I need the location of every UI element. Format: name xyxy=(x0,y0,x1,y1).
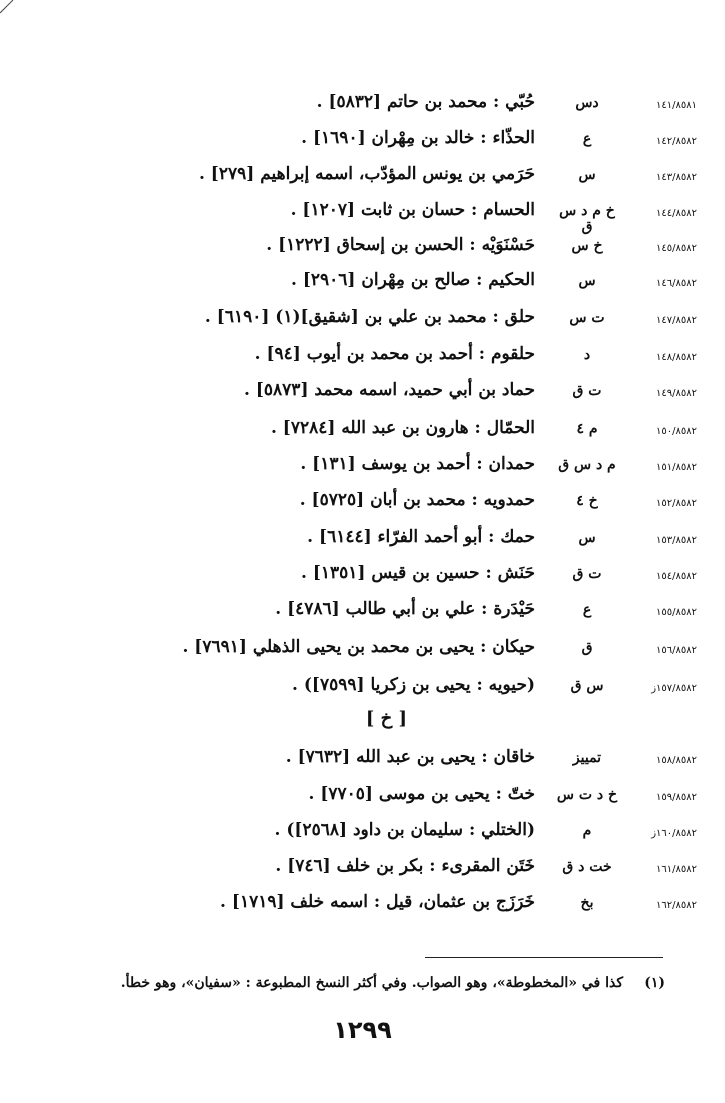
entry-number: ١٤٢/٨٥٨٢ xyxy=(656,136,697,147)
entry-source-code: د xyxy=(583,347,591,363)
entry-row xyxy=(0,563,725,593)
entry-row xyxy=(0,490,725,520)
entry-row xyxy=(0,675,725,705)
entry-row xyxy=(0,128,725,158)
footnote xyxy=(55,975,665,991)
page-number: ١٢٩٩ xyxy=(333,1016,392,1044)
entry-text: حَرَمي بن يونس المؤدّب، اسمه إبراهيم [٢٧٩] . xyxy=(198,164,535,184)
entry-text: خاقان : يحيى بن عبد الله [٧٦٣٢] . xyxy=(285,747,535,767)
entry-row xyxy=(0,599,725,629)
entry-text: الحذّاء : خالد بن مِهْران [١٦٩٠] . xyxy=(301,128,535,148)
entry-text: حَنَش : حسين بن قيس [١٣٥١] . xyxy=(301,563,535,583)
entry-source-code: بخ xyxy=(580,895,594,911)
entry-text: حُبّي : محمد بن حاتم [٥٨٣٢] . xyxy=(316,92,535,112)
entry-number: ١٦١/٨٥٨٢ xyxy=(656,864,697,875)
entry-source-code: س xyxy=(578,530,596,546)
entry-source-code: س xyxy=(578,273,596,289)
entry-text: ختّ : يحيى بن موسى [٧٧٠٥] . xyxy=(308,784,535,804)
entry-row xyxy=(0,164,725,194)
entry-source-code: خ م د س ق xyxy=(559,203,615,235)
entry-row xyxy=(0,344,725,374)
entry-source-code: تمييز xyxy=(572,750,602,766)
entry-row xyxy=(0,527,725,557)
footnote-mark: (١) xyxy=(644,975,665,991)
entry-row xyxy=(0,784,725,814)
entry-number: ١٦٠/٨٥٨٢ز xyxy=(651,828,697,839)
entry-row xyxy=(0,747,725,777)
entry-text: حلق : محمد بن علي بن [شقيق](١) [٦١٩٠] . xyxy=(204,307,535,327)
entry-text: خَتَن المقرىء : بكر بن خلف [٧٤٦] . xyxy=(275,856,535,876)
entry-source-code: م د س ق xyxy=(558,457,616,473)
entry-text: الحمّال : هارون بن عبد الله [٧٢٨٤] . xyxy=(270,418,535,438)
entry-source-code: م xyxy=(582,823,592,839)
entry-row xyxy=(0,270,725,300)
entry-source-code: س xyxy=(578,167,596,183)
footnote-text: كذا في «المخطوطة»، وهو الصواب. وفي أكثر النسخ المطبوعة : «سفيان»، وهو خطأ. xyxy=(120,975,623,991)
entry-number: ١٥٤/٨٥٨٢ xyxy=(656,571,697,582)
entry-source-code: م ٤ xyxy=(576,421,598,437)
entry-row xyxy=(0,637,725,667)
entry-number: ١٥٢/٨٥٨٢ xyxy=(656,498,697,509)
entry-text: (حيويه : يحيى بن زكريا [٧٥٩٩]) . xyxy=(292,675,535,695)
entry-row xyxy=(0,380,725,410)
entry-source-code: خ س xyxy=(571,238,603,254)
entry-number: ١٤٧/٨٥٨٢ xyxy=(656,315,697,326)
entry-source-code: خت د ق xyxy=(562,859,612,875)
entry-number: ١٤٨/٨٥٨٢ xyxy=(656,352,697,363)
page-corner-mark xyxy=(0,0,14,14)
entry-number: ١٤٥/٨٥٨٢ xyxy=(656,243,697,254)
entry-text: حمك : أبو أحمد الفرّاء [٦١٤٤] . xyxy=(307,527,535,547)
entry-number: ١٥٠/٨٥٨٢ xyxy=(656,426,697,437)
entry-text: حيكان : يحيى بن محمد بن يحيى الذهلي [٧٦٩١] . xyxy=(182,637,535,657)
entry-text: حَسْنَوَيْه : الحسن بن إسحاق [١٢٢٢] . xyxy=(266,235,535,255)
entry-text: الحكيم : صالح بن مِهْران [٢٩٠٦] . xyxy=(290,270,535,290)
entry-number: ١٥٩/٨٥٨٢ xyxy=(656,792,697,803)
entry-number: ١٥٧/٨٥٨٢ز xyxy=(651,683,697,694)
entry-source-code: ت ق xyxy=(572,383,602,399)
entry-row xyxy=(0,92,725,122)
entry-source-code: خ د ت س xyxy=(556,787,618,803)
entry-source-code: خ ٤ xyxy=(576,493,598,509)
entry-row xyxy=(0,454,725,484)
entry-number: ١٥٦/٨٥٨٢ xyxy=(656,645,697,656)
entry-text: حمدان : أحمد بن يوسف [١٣١] . xyxy=(300,454,535,474)
footnote-divider xyxy=(425,957,663,958)
entry-text: حمدويه : محمد بن أبان [٥٧٢٥] . xyxy=(299,490,535,510)
entry-source-code: ت س xyxy=(569,310,605,326)
entry-row xyxy=(0,856,725,886)
entry-text: خَرَزَج بن عثمان، قيل : اسمه خلف [١٧١٩] . xyxy=(220,892,535,912)
entry-source-code: ع xyxy=(582,602,592,618)
entry-row xyxy=(0,307,725,337)
entry-number: ١٥٣/٨٥٨٢ xyxy=(656,535,697,546)
entry-source-code: ق xyxy=(581,640,593,656)
entry-number: ١٤٦/٨٥٨٢ xyxy=(656,278,697,289)
entry-row xyxy=(0,418,725,448)
entry-row xyxy=(0,892,725,922)
entry-text: حماد بن أبي حميد، اسمه محمد [٥٨٧٣] . xyxy=(244,380,535,400)
entry-text: الحسام : حسان بن ثابت [١٢٠٧] . xyxy=(290,200,535,220)
entry-row xyxy=(0,200,725,235)
entry-number: ١٤٣/٨٥٨٢ xyxy=(656,172,697,183)
entry-row xyxy=(0,820,725,850)
entry-number: ١٤٩/٨٥٨٢ xyxy=(656,388,697,399)
entry-text: حلقوم : أحمد بن محمد بن أيوب [٩٤] . xyxy=(254,344,535,364)
entry-number: ١٥٥/٨٥٨٢ xyxy=(656,607,697,618)
entry-number: ١٥٨/٨٥٨٢ xyxy=(656,755,697,766)
entry-number: ١٥١/٨٥٨٢ xyxy=(656,462,697,473)
section-heading: [ خ ] xyxy=(365,708,407,729)
entry-source-code: ت ق xyxy=(572,566,602,582)
entry-source-code: دس xyxy=(575,95,599,111)
entry-text: (الختلي : سليمان بن داود [٢٥٦٨]) . xyxy=(274,820,535,840)
entry-text: حَيْدَرة : علي بن أبي طالب [٤٧٨٦] . xyxy=(275,599,535,619)
entry-number: ١٦٢/٨٥٨٢ xyxy=(656,900,697,911)
entry-row xyxy=(0,235,725,265)
entry-source-code: س ق xyxy=(570,678,604,694)
entry-number: ١٤٤/٨٥٨٢ xyxy=(656,208,697,219)
entry-source-code: ع xyxy=(582,131,592,147)
entry-number: ١٤١/٨٥٨١ xyxy=(656,100,697,111)
